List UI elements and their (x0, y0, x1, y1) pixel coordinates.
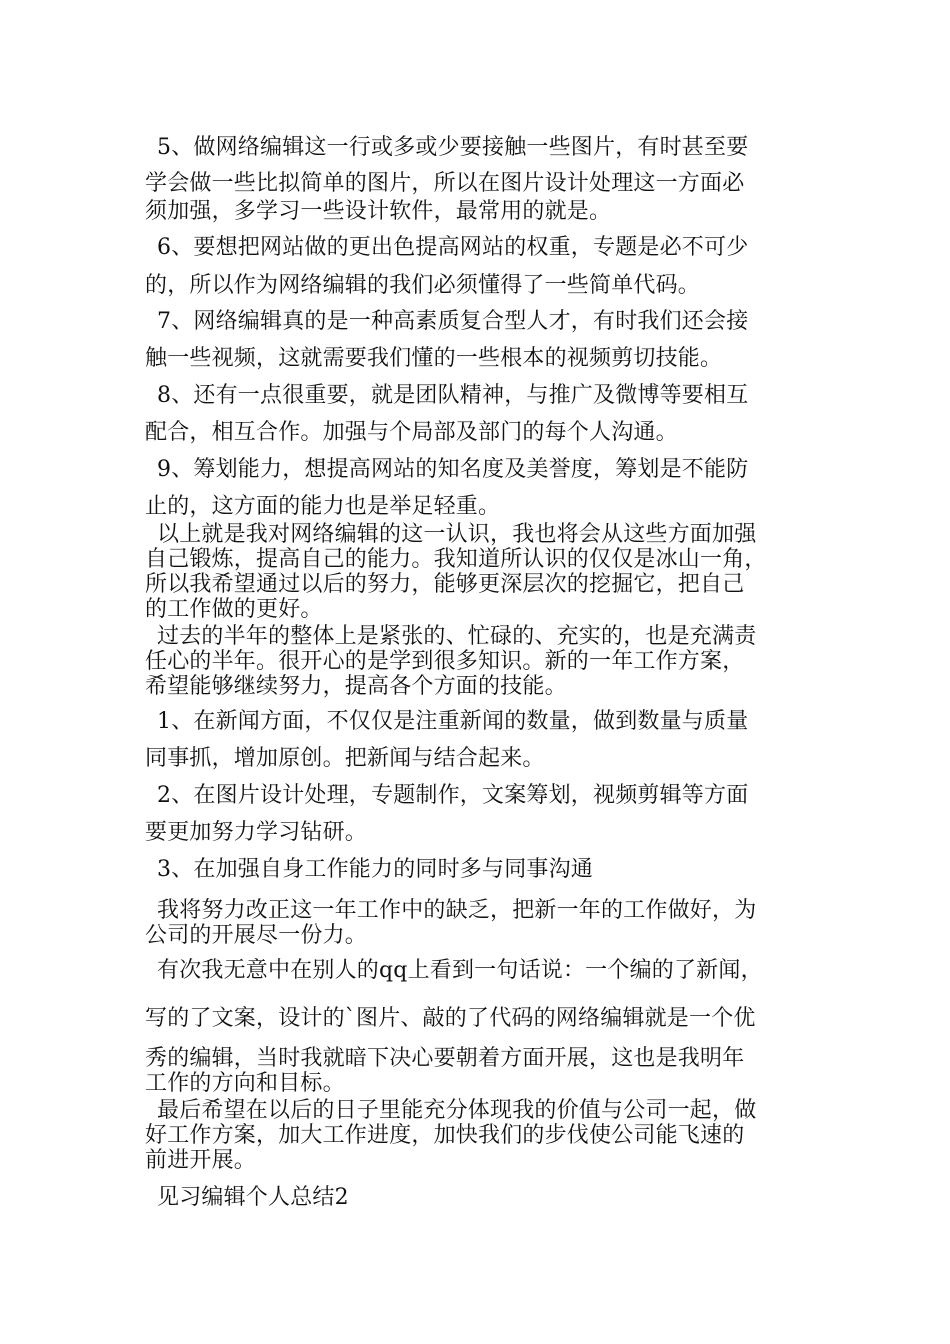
text-line: 好工作方案，加大工作进度，加快我们的步伐使公司能飞速的 (145, 1123, 745, 1148)
text-line: 我将努力改正这一年工作中的缺乏，把新一年的工作做好，为 (157, 898, 757, 923)
text-line: 3、在加强自身工作能力的同时多与同事沟通 (157, 857, 593, 882)
text-line: 有次我无意中在别人的qq上看到一句话说：一个编的了新闻， (157, 958, 763, 983)
text-line: 自己锻炼，提高自己的能力。我知道所认识的仅仅是冰山一角， (145, 547, 767, 572)
text-line: 8、还有一点很重要，就是团队精神，与推广及微博等要相互 (157, 383, 749, 408)
text-line: 的，所以作为网络编辑的我们必须懂得了一些简单代码。 (145, 273, 701, 298)
text-line: 6、要想把网站做的更出色提高网站的权重，专题是必不可少 (157, 235, 749, 260)
text-line: 要更加努力学习钻研。 (145, 820, 368, 845)
text-line: 秀的编辑，当时我就暗下决心要朝着方面开展，这也是我明年 (145, 1046, 745, 1071)
section-heading: 见习编辑个人总结2 (157, 1185, 349, 1210)
text-line: 工作的方向和目标。 (145, 1071, 345, 1096)
text-line: 7、网络编辑真的是一种高素质复合型人才，有时我们还会接 (157, 309, 749, 334)
text-line: 任心的半年。很开心的是学到很多知识。新的一年工作方案， (145, 649, 745, 674)
text-line: 过去的半年的整体上是紧张的、忙碌的、充实的，也是充满责 (157, 624, 757, 649)
text-line: 希望能够继续努力，提高各个方面的技能。 (145, 674, 567, 699)
text-line: 公司的开展尽一份力。 (145, 923, 368, 948)
text-line: 前进开展。 (145, 1148, 257, 1173)
text-line: 以上就是我对网络编辑的这一认识，我也将会从这些方面加强 (157, 522, 757, 547)
text-line: 配合，相互合作。加强与个局部及部门的每个人沟通。 (145, 420, 678, 445)
text-line: 2、在图片设计处理，专题制作，文案筹划，视频剪辑等方面 (157, 783, 749, 808)
text-line: 的工作做的更好。 (145, 597, 323, 622)
text-line: 9、筹划能力，想提高网站的知名度及美誉度，筹划是不能防 (157, 457, 749, 482)
text-line: 1、在新闻方面，不仅仅是注重新闻的数量，做到数量与质量 (157, 709, 749, 734)
text-line: 止的，这方面的能力也是举足轻重。 (145, 494, 501, 519)
text-line: 写的了文案，设计的`图片、敲的了代码的网络编辑就是一个优 (145, 1006, 756, 1031)
text-line: 最后希望在以后的日子里能充分体现我的价值与公司一起，做 (157, 1098, 757, 1123)
text-line: 同事抓，增加原创。把新闻与结合起来。 (145, 746, 545, 771)
text-line: 5、做网络编辑这一行或多或少要接触一些图片，有时甚至要 (157, 135, 749, 160)
text-line: 所以我希望通过以后的努力，能够更深层次的挖掘它，把自己 (145, 572, 745, 597)
text-line: 须加强，多学习一些设计软件，最常用的就是。 (145, 199, 612, 224)
text-line: 学会做一些比拟简单的图片，所以在图片设计处理这一方面必 (145, 171, 745, 196)
text-line: 触一些视频，这就需要我们懂的一些根本的视频剪切技能。 (145, 346, 723, 371)
